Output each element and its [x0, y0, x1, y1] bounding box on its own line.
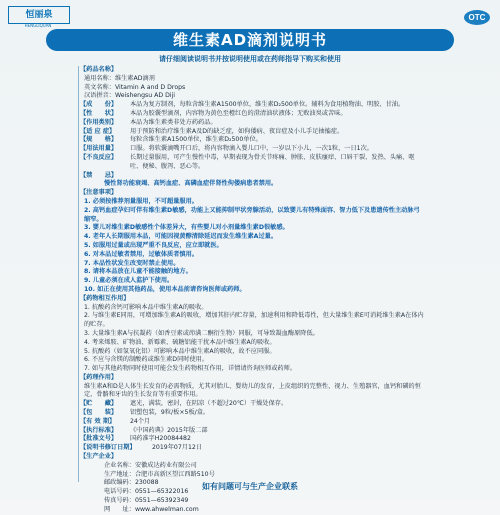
mfr-key: 电话号码： — [104, 488, 135, 496]
caution-item-1: 1. 必须按推荐剂量服用，不可超量服用。 — [84, 197, 198, 205]
caution-item-2: 2. 高钙血症孕妇可伴有维生素D敏感，功能上又能抑制甲状旁腺活动，以致婴儿有特殊面容、智力低下及患遗传性主动脉弓缩窄。 — [84, 206, 420, 223]
category-text: 本品为维生素类非处方药药品。 — [130, 118, 217, 126]
page-title: 维生素AD滴剂说明书 — [172, 31, 328, 49]
approval-row — [80, 435, 425, 444]
storage-row — [80, 400, 425, 409]
package-row — [80, 409, 425, 418]
mfr-value: 0551—65322016 — [134, 488, 189, 496]
english-name-row — [80, 84, 425, 93]
mfr-key: 传真号码： — [104, 497, 135, 505]
interaction-item-6: 6. 不应与含镁的制酸药或维生素D同时使用。 — [84, 356, 209, 364]
caution-item-3: 3. 婴儿对维生素D敏感性个体差异大，有些婴儿对小剂量维生素D很敏感。 — [84, 224, 289, 232]
common-name-label: 通用名称： — [84, 74, 115, 82]
storage-text: 遮光，满装，密封，在阴凉（不超过20℃）干燥处保存。 — [130, 400, 288, 408]
manufacturer-row — [80, 506, 425, 515]
revision-row — [80, 444, 425, 453]
revision-text: 2019年07月12日 — [152, 444, 203, 452]
caution-item-6: 6. 对本品过敏者禁用，过敏体质者慎用。 — [84, 250, 198, 258]
interaction-item-3: 3. 大量维生素A与抗凝药（如香豆素或茚满二酮衍生物）同服，可导致凝血酶原降低。 — [84, 329, 319, 337]
indication-label: 【适 应 症】 — [80, 127, 116, 135]
revision-label: 【说明书修订日期】 — [80, 444, 136, 452]
manufacturer-row — [80, 462, 425, 471]
mfr-key: 网 址： — [104, 505, 135, 513]
contra-item: 慢性肾功能衰竭、高钙血症、高磷血症伴肾性佝偻病患者禁用。 — [104, 180, 278, 188]
mfr-value: 合肥市高新区望江西路510号 — [134, 470, 215, 478]
adverse-row — [80, 154, 425, 172]
adverse-text: 长期过量服用，可产生慢性中毒，早期表现为骨关节疼痛、肿胀、皮肤瘙痒、口唇干裂、发热、头痛、呕吐、便秘、腹泻、恶心等。 — [130, 153, 415, 170]
mfr-value: www.ahwelman.com — [134, 505, 199, 513]
category-row — [80, 119, 425, 128]
spec-row — [80, 136, 425, 145]
pinyin-label: 汉语拼音： — [84, 92, 115, 100]
caution-item-7: 7. 本品性状发生改变时禁止使用。 — [84, 259, 180, 267]
interaction-item-7: 7. 如与其他药物同时使用可能会发生药物相互作用，详情请咨询医师或药师。 — [84, 365, 297, 373]
standard-label: 【执行标准】 — [80, 426, 118, 434]
package-text: 铝塑包装，9粒/板×5板/盒。 — [130, 409, 210, 417]
standard-text: 《中国药典》2015年版二部 — [130, 426, 208, 434]
footer-contact: 如有问题可与生产企业联系 — [202, 482, 298, 491]
composition-label: 【成 份】 — [80, 101, 118, 109]
appearance-text: 本品为胶囊型滴剂，内容物为黄色至橙红色的澄清油状液体；无败油臭或苦味。 — [130, 109, 347, 117]
dosage-row — [80, 145, 425, 154]
composition-text: 本品为复方制剂，每粒含维生素A1500单位，维生素D₂500单位。辅料为食用植物油、明胶、甘油。 — [130, 101, 405, 109]
storage-label: 【贮 藏】 — [80, 400, 118, 408]
interaction-item-5: 5. 抗酸药（如氢氧化铝）可影响本品中维生素A的吸收，故不应同服。 — [84, 347, 276, 355]
pharmacology-text: 维生素A和D是人体生长发育的必需物质，尤其对胎儿、婴幼儿的发育，上皮组织的完整性，视力、生殖器官，血钙和磷的恒定，骨骼和牙齿的生长发育等有重要作用。 — [84, 382, 421, 399]
spec-text: 每粒含维生素A1500单位，维生素D₂500单位。 — [130, 136, 262, 144]
drug-name-header: 【药品名称】 — [80, 66, 118, 73]
mfr-value: 230088 — [134, 479, 159, 487]
indication-text: 用于预防和治疗维生素A及D的缺乏症，如佝偻病、夜盲症及小儿手足抽搐症。 — [130, 127, 344, 135]
approval-text: 国药准字H20084482 — [130, 435, 191, 443]
cautions-label: 【注意事项】 — [80, 189, 118, 197]
otc-badge: OTC — [464, 10, 490, 25]
brand-logo-sub: HENGLIQUAN — [24, 23, 52, 28]
pharmacology-label: 【药理作用】 — [80, 373, 118, 381]
composition-row — [80, 101, 425, 110]
validity-label: 【有 效 期】 — [80, 417, 116, 425]
validity-text: 24个月 — [130, 417, 151, 425]
contra-label: 【禁 忌】 — [80, 171, 118, 179]
package-label: 【包 装】 — [80, 409, 118, 417]
appearance-label: 【性 状】 — [80, 109, 118, 117]
interactions-label: 【药物相互作用】 — [80, 294, 130, 302]
mfr-key: 邮政编码： — [104, 479, 135, 487]
interaction-item-1: 1. 抗酸药含钙可影响本品中维生素A的吸收。 — [84, 303, 208, 311]
mfr-key: 生产地址： — [104, 470, 135, 478]
caution-item-10: 10. 如正在使用其他药品，使用本品前请咨询医师或药师。 — [84, 285, 246, 293]
mfr-key: 企业名称： — [104, 461, 135, 469]
notice-text: 请仔细阅读说明书并按说明使用或在药师指导下购买和使用 — [159, 55, 341, 63]
caution-item-4: 4. 老年人长期服用本品，可能因视黄醇清除延迟而发生维生素A过量。 — [84, 233, 278, 241]
manufacturer-label: 【生产企业】 — [80, 453, 118, 461]
leaflet-content — [80, 66, 425, 515]
dosage-text: 口服。将软囊滴嘴开口后，将内容物滴入婴儿口中，一岁以下小儿，一次1粒，一日1次。 — [130, 145, 373, 153]
appearance-row — [80, 110, 425, 119]
spec-label: 【规 格】 — [80, 136, 118, 144]
adverse-label: 【不良反应】 — [80, 153, 118, 161]
validity-row — [80, 418, 425, 427]
interaction-item-2: 2. 与维生素E同用，可增加维生素A的吸收，增加其肝内贮存量，加速利用和降低毒性，但大量维生素E可消耗维生素A在体内的贮存。 — [84, 312, 424, 329]
dosage-label: 【用法用量】 — [80, 145, 118, 153]
interaction-item-4: 4. 考来烯胺、矿物油、新霉素、硫糖铝能干扰本品中维生素A的吸收。 — [84, 338, 276, 346]
pinyin: Weishengsu AD Diji — [114, 92, 176, 100]
category-label: 【作用类别】 — [80, 118, 118, 126]
mfr-value: 安徽成达药业有限公司 — [134, 461, 197, 469]
approval-label: 【批准文号】 — [80, 435, 118, 443]
caution-item-9: 9. 儿童必须在成人监护下使用。 — [84, 277, 174, 285]
english-name: Vitamin A and D Drops — [114, 83, 186, 91]
pinyin-row — [80, 92, 425, 101]
english-name-label: 英文名称： — [84, 83, 115, 91]
caution-item-8: 8. 请将本品放在儿童不能接触的地方。 — [84, 268, 192, 276]
mfr-value: 0551—65392349 — [134, 497, 189, 505]
caution-item-5: 5. 如服用过量或出现严重不良反应，应立即就医。 — [84, 241, 223, 249]
title-bar — [46, 29, 454, 51]
brand-logo: 恒丽泉 — [8, 6, 70, 24]
common-name-row — [80, 75, 425, 84]
manufacturer-row — [80, 497, 425, 506]
common-name: 维生素AD滴剂 — [114, 74, 155, 82]
